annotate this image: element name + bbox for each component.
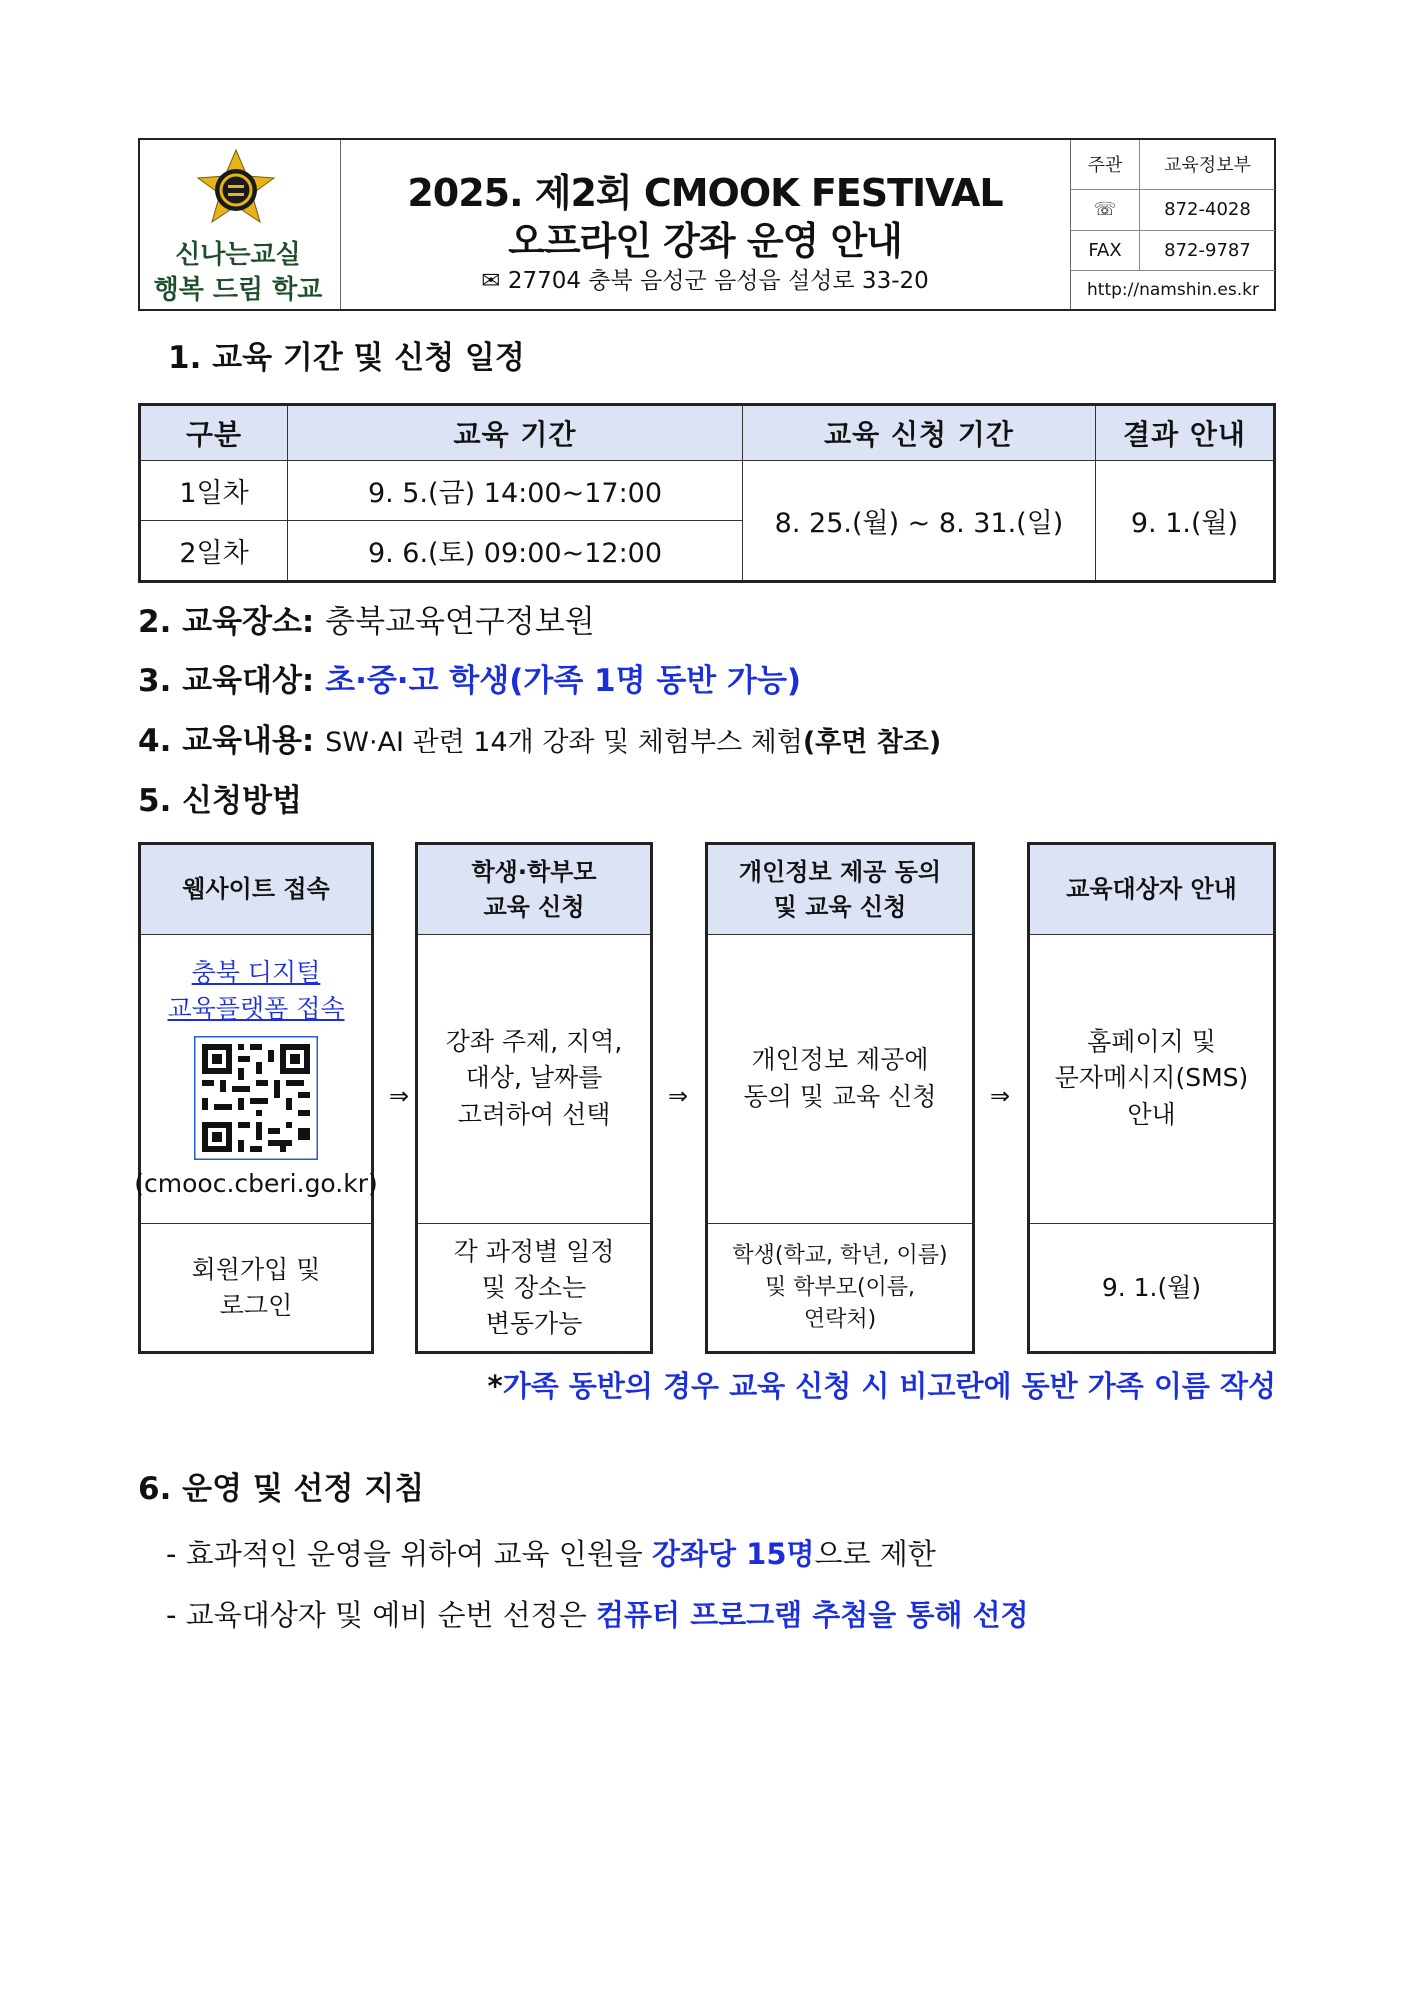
step-foot: 회원가입 및	[191, 1254, 321, 1284]
table-header: 교육 신청 기간	[743, 405, 1096, 461]
schedule-table	[138, 403, 1276, 583]
table-header-row	[140, 405, 1275, 461]
table-header: 교육 기간	[288, 405, 743, 461]
target-audience: 초·중·고 학생(가족 1명 동반 가능)	[325, 663, 802, 699]
content-desc: SW·AI 관련 14개 강좌 및 체험부스 체험	[325, 727, 803, 758]
table-header: 구분	[140, 405, 288, 461]
school-address: ✉ 27704 충북 음성군 음성읍 설성로 33-20	[481, 268, 929, 294]
step-head: 교육대상자 안내	[1030, 845, 1273, 935]
table-header: 결과 안내	[1096, 405, 1275, 461]
section2: 2. 교육장소: 충북교육연구정보원	[138, 604, 595, 640]
step-consent: 개인정보 제공 동의 및 교육 신청 개인정보 제공에 동의 및 교육 신청 학생(학교, 학년, 이름) 및 학부모(이름, 연락처)	[705, 842, 975, 1354]
step-head: 웹사이트 접속	[141, 845, 371, 935]
platform-url: (cmooc.cberi.go.kr)	[134, 1168, 378, 1198]
page-title-line1: 2025. 제2회 CMOOK FESTIVAL	[407, 171, 1003, 215]
step-foot: 9. 1.(월)	[1101, 1272, 1202, 1302]
host-value: 교육정보부	[1140, 140, 1276, 189]
school-emblem-icon	[140, 140, 340, 309]
guideline-1: - 효과적인 운영을 위하여 교육 인원을 강좌당 15명으로 제한	[166, 1537, 936, 1571]
document-header	[138, 138, 1276, 311]
step-foot: 로그인	[219, 1291, 293, 1320]
result-cell: 9. 1.(월)	[1096, 461, 1275, 582]
period-cell: 9. 5.(금) 14:00~17:00	[288, 461, 743, 521]
section3: 3. 교육대상: 초·중·고 학생(가족 1명 동반 가능)	[138, 663, 802, 699]
venue: 충북교육연구정보원	[325, 604, 595, 640]
content-note: (후면 참조)	[802, 727, 942, 758]
mail-icon: ✉	[481, 268, 501, 294]
fax-label: FAX	[1071, 230, 1140, 271]
page-title-line2: 오프라인 강좌 운영 안내	[508, 219, 902, 263]
step-notify: 교육대상자 안내 홈페이지 및 문자메시지(SMS) 안내 9. 1.(월)	[1027, 842, 1276, 1354]
host-label: 주관	[1071, 140, 1140, 189]
title-block	[340, 140, 1070, 309]
phone-value: 872-4028	[1140, 189, 1276, 230]
step-website	[134, 842, 378, 1354]
section1-title: 1. 교육 기간 및 신청 일정	[168, 340, 525, 376]
fax-value: 872-9787	[1140, 230, 1276, 271]
platform-link[interactable]: 충북 디지털 교육플랫폼 접속	[167, 958, 345, 1024]
step-head: 교육 신청	[483, 892, 585, 921]
contact-box	[1070, 140, 1275, 309]
step-head: 및 교육 신청	[773, 892, 907, 921]
arrow-icon: ⇒	[668, 1082, 689, 1110]
day-cell: 2일차	[140, 521, 288, 582]
arrow-icon: ⇒	[389, 1082, 410, 1110]
phone-icon: ☏	[1071, 189, 1140, 230]
table-row	[140, 461, 1275, 521]
family-note: *가족 동반의 경우 교육 신청 시 비고란에 동반 가족 이름 작성	[487, 1369, 1276, 1403]
period-cell: 9. 6.(토) 09:00~12:00	[288, 521, 743, 582]
step-apply: 학생·학부모 교육 신청 강좌 주제, 지역, 대상, 날짜를 고려하여 선택 각 과정별 일정 및 장소는 변동가능	[415, 842, 653, 1354]
arrow-icon: ⇒	[990, 1082, 1011, 1110]
section5-title: 5. 신청방법	[138, 783, 302, 819]
step-head: 개인정보 제공 동의	[738, 857, 942, 886]
school-url[interactable]: http://namshin.es.kr	[1087, 280, 1259, 301]
section4: 4. 교육내용: SW·AI 관련 14개 강좌 및 체험부스 체험(후면 참조)	[138, 723, 942, 759]
logo-text-2: 행복 드림 학교	[153, 275, 323, 305]
qr-code-icon[interactable]	[194, 1036, 318, 1160]
guideline-2: - 교육대상자 및 예비 순번 선정은 컴퓨터 프로그램 추첨을 통해 선정	[166, 1598, 1029, 1632]
day-cell: 1일차	[140, 461, 288, 521]
section6-title: 6. 운영 및 선정 지침	[138, 1471, 425, 1507]
logo-text-1: 신나는교실	[175, 240, 301, 270]
school-logo	[140, 140, 341, 309]
step-head: 학생·학부모	[471, 857, 597, 886]
apply-period-cell: 8. 25.(월) ~ 8. 31.(일)	[743, 461, 1096, 582]
